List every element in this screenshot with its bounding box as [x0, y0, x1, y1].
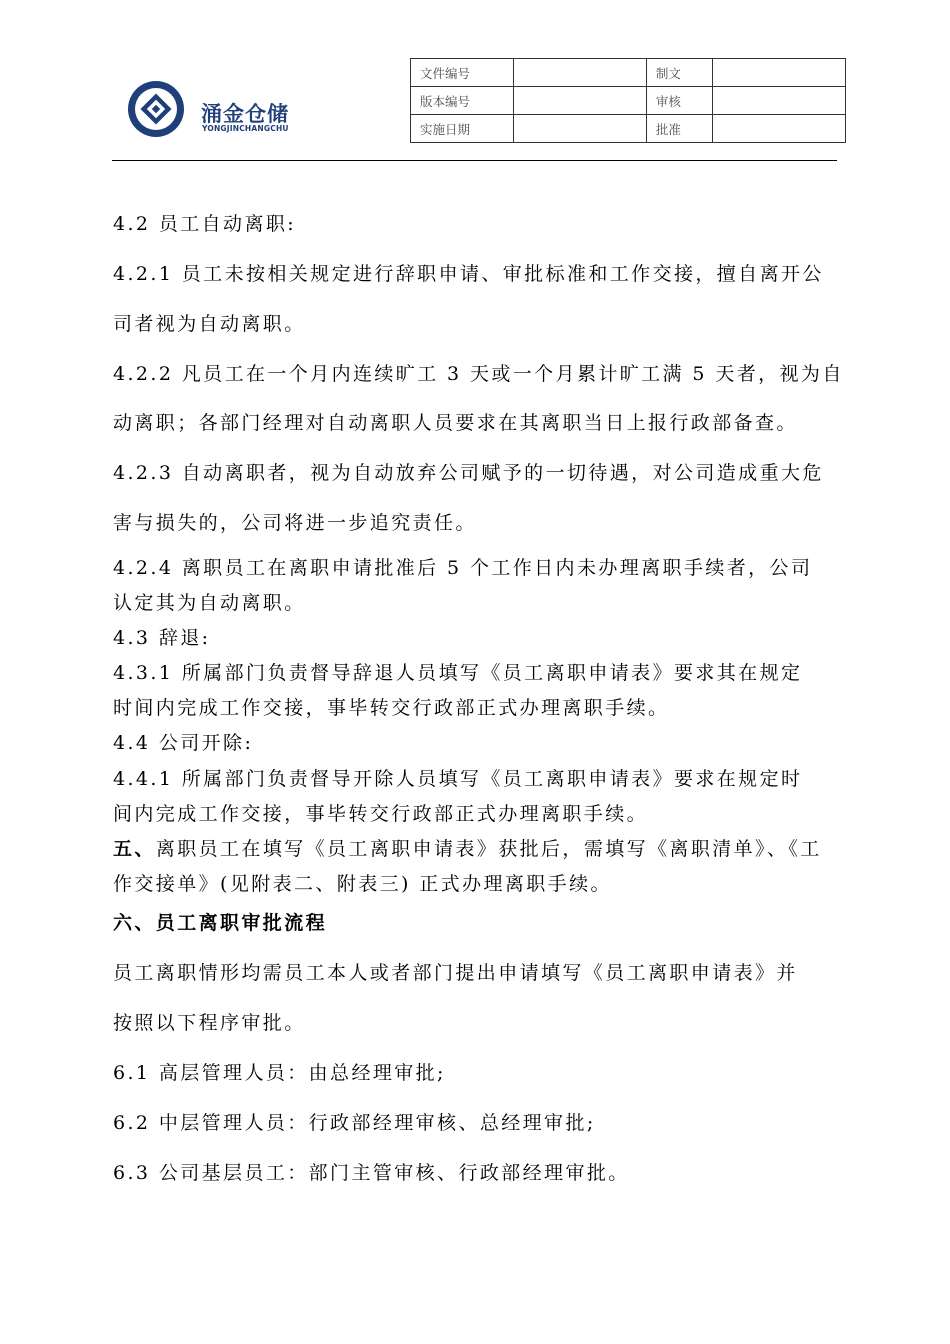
section-5-line: [113, 837, 822, 861]
list-item-6-3: 6.3 公司基层员工：部门主管审核、行政部经理审批。: [113, 1162, 630, 1184]
meta-value: [513, 87, 646, 115]
paragraph-line: 4.2.4 离职员工在离职申请批准后 5 个工作日内未办理离职手续者，公司: [113, 557, 813, 579]
company-logo: [126, 78, 326, 140]
paragraph-line: 4.4.1 所属部门负责督导开除人员填写《员工离职申请表》要求在规定时: [113, 768, 803, 790]
logo-name-cn: 涌金仓储: [201, 102, 289, 126]
paragraph-line: 4.2.1 员工未按相关规定进行辞职申请、审批标准和工作交接，擅自离开公: [113, 263, 824, 285]
paragraph-line: 员工离职情形均需员工本人或者部门提出申请填写《员工离职申请表》并: [113, 962, 798, 984]
section-5-number: 五、: [113, 838, 156, 860]
paragraph-line: 4.2.3 自动离职者，视为自动放弃公司赋予的一切待遇，对公司造成重大危: [113, 462, 824, 484]
paragraph-line: 间内完成工作交接，事毕转交行政部正式办理离职手续。: [113, 803, 649, 825]
meta-value: [513, 59, 646, 87]
logo-name-en: YONGJINCHANGCHU: [202, 124, 289, 133]
meta-value: [712, 59, 845, 87]
heading-4-3: 4.3 辞退:: [113, 627, 211, 649]
meta-value: [513, 115, 646, 143]
paragraph-line: 按照以下程序审批。: [113, 1012, 306, 1034]
paragraph-line: 4.2.2 凡员工在一个月内连续旷工 3 天或一个月累计旷工满 5 天者，视为自: [113, 363, 844, 385]
paragraph-line: 作交接单》(见附表二、附表三) 正式办理离职手续。: [113, 873, 612, 895]
meta-label: 文件编号: [411, 59, 514, 87]
header-divider: [112, 160, 837, 161]
document-meta-table: [410, 58, 846, 143]
paragraph-line: 时间内完成工作交接，事毕转交行政部正式办理离职手续。: [113, 697, 670, 719]
meta-label: 制文: [646, 59, 712, 87]
paragraph-line: 司者视为自动离职。: [113, 313, 306, 335]
list-item-6-2: 6.2 中层管理人员：行政部经理审核、总经理审批;: [113, 1112, 596, 1134]
meta-label: 版本编号: [411, 87, 514, 115]
meta-label: 审核: [646, 87, 712, 115]
meta-row: [411, 87, 846, 115]
heading-4-4: 4.4 公司开除:: [113, 732, 254, 754]
paragraph-line: 认定其为自动离职。: [113, 592, 306, 614]
meta-row: [411, 115, 846, 143]
section-6-heading: 六、员工离职审批流程: [113, 912, 328, 934]
heading-4-2: 4.2 员工自动离职:: [113, 213, 297, 235]
paragraph-line: 害与损失的，公司将进一步追究责任。: [113, 512, 477, 534]
paragraph-line: 4.3.1 所属部门负责督导辞退人员填写《员工离职申请表》要求其在规定: [113, 662, 803, 684]
meta-row: [411, 59, 846, 87]
company-emblem-icon: [126, 78, 188, 140]
paragraph-line: 动离职；各部门经理对自动离职人员要求在其离职当日上报行政部备查。: [113, 412, 798, 434]
list-item-6-1: 6.1 高层管理人员：由总经理审批;: [113, 1062, 446, 1084]
meta-label: 实施日期: [411, 115, 514, 143]
meta-value: [712, 115, 845, 143]
section-5-text: 离职员工在填写《员工离职申请表》获批后，需填写《离职清单》、《工: [155, 838, 822, 860]
meta-value: [712, 87, 845, 115]
meta-label: 批准: [646, 115, 712, 143]
